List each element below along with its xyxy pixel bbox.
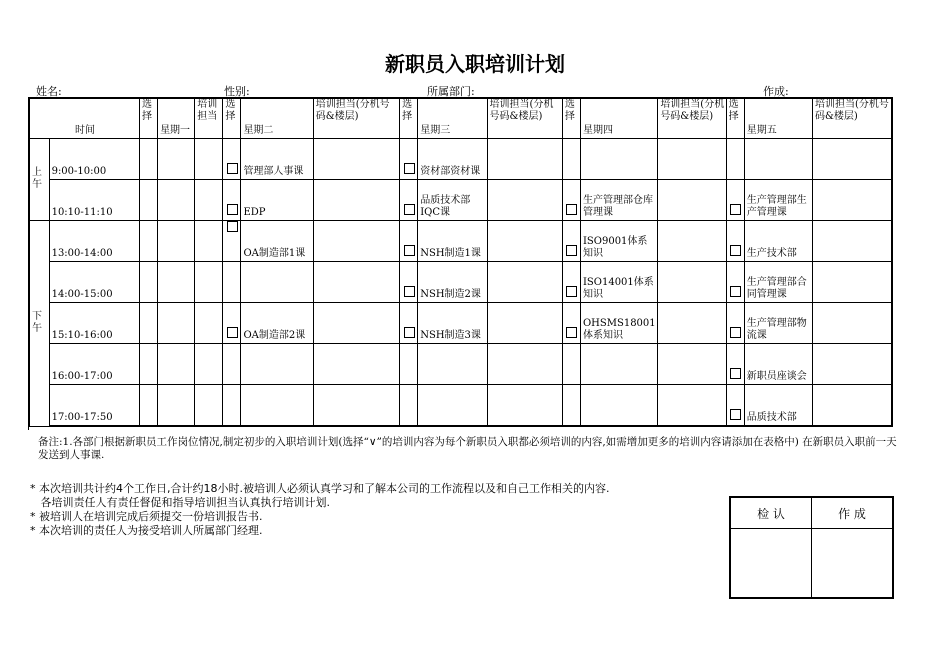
time-cell: 15:10-16:00 [49, 303, 139, 344]
period-pm: 下午 [29, 221, 49, 427]
tuesday-cell [241, 262, 313, 303]
checkbox[interactable] [730, 409, 741, 420]
instruction-item: * 本次培训的责任人为接受培训人所属部门经理. [30, 524, 263, 537]
author-label: 作成: [763, 85, 789, 98]
friday-header: 星期五 [744, 98, 812, 139]
friday-cell: 生产管理部物流课 [744, 303, 812, 344]
friday-cell: 品质技术部 [744, 385, 812, 427]
select-header: 选择 [562, 98, 580, 139]
check-header: 检 认 [730, 497, 812, 529]
thursday-cell: OHSMS18001体系知识 [580, 303, 657, 344]
period-am: 上午 [29, 139, 49, 221]
checkbox[interactable] [404, 204, 415, 215]
monday-header: 星期一 [158, 98, 195, 139]
time-cell: 17:00-17:50 [49, 385, 139, 427]
instruction-item: * 本次培训共计约4个工作日,合计约18小时.被培训人必须认真学习和了解本公司的工作流程以及和自己工作相关的内容. [30, 482, 610, 495]
tuesday-cell: EDP [241, 180, 313, 221]
checkbox[interactable] [404, 327, 415, 338]
table-row [29, 385, 892, 427]
table-row [29, 139, 892, 180]
thursday-cell: 生产管理部仓库管理课 [580, 180, 657, 221]
checkbox[interactable] [404, 245, 415, 256]
table-row [29, 344, 892, 385]
trainer-header: 培训担当(分机号码&楼层) [313, 98, 399, 139]
time-cell: 14:00-15:00 [49, 262, 139, 303]
monday-trainer-header: 培训担当 [195, 98, 223, 139]
checkbox[interactable] [566, 286, 577, 297]
tuesday-header: 星期二 [241, 98, 313, 139]
tuesday-cell: OA制造部1课 [241, 221, 313, 262]
thursday-cell: ISO14001体系知识 [580, 262, 657, 303]
remarks-note: 备注:1.各部门根据新职员工作岗位情况,制定初步的入职培训计划(选择“∨”的培训内容为每个新职员入职都必须培训的内容,如需增加更多的培训内容请添加在表格中) 在新职员入职前一天发送到人事课. [38, 436, 897, 461]
thursday-cell [580, 385, 657, 427]
friday-cell: 新职员座谈会 [744, 344, 812, 385]
checkbox[interactable] [730, 245, 741, 256]
select-header: 选择 [400, 98, 418, 139]
checkbox[interactable] [404, 163, 415, 174]
friday-cell: 生产管理部生产管理课 [744, 180, 812, 221]
tuesday-cell [241, 344, 313, 385]
table-row [29, 221, 892, 262]
gender-label: 性别: [224, 85, 250, 98]
schedule-table [28, 97, 893, 427]
dept-label: 所属部门: [427, 85, 475, 98]
wednesday-cell: NSH制造3课 [418, 303, 487, 344]
checkbox[interactable] [566, 204, 577, 215]
wednesday-cell: 资材部资材课 [418, 139, 487, 180]
time-cell: 9:00-10:00 [49, 139, 139, 180]
trainer-header: 培训担当(分机号码&楼层) [658, 98, 726, 139]
tuesday-cell: 管理部人事课 [241, 139, 313, 180]
checkbox[interactable] [730, 368, 741, 379]
wednesday-header: 星期三 [418, 98, 487, 139]
thursday-cell: ISO9001体系知识 [580, 221, 657, 262]
author-signature-box[interactable] [812, 529, 894, 599]
trainer-header: 培训担当(分机号码&楼层) [813, 98, 892, 139]
checkbox[interactable] [404, 286, 415, 297]
checkbox[interactable] [566, 327, 577, 338]
time-cell: 13:00-14:00 [49, 221, 139, 262]
select-header: 选择 [139, 98, 157, 139]
select-header: 选择 [726, 98, 744, 139]
wednesday-cell [418, 385, 487, 427]
thursday-cell [580, 139, 657, 180]
trainer-header: 培训担当(分机号码&楼层) [487, 98, 562, 139]
friday-cell: 生产管理部合同管理课 [744, 262, 812, 303]
instruction-item: * 被培训人在培训完成后须提交一份培训报告书. [30, 510, 263, 523]
friday-cell [744, 139, 812, 180]
wednesday-cell: NSH制造2课 [418, 262, 487, 303]
instruction-item: 各培训责任人有责任督促和指导培训担当认真执行培训计划. [30, 496, 330, 509]
thursday-header: 星期四 [580, 98, 657, 139]
time-cell: 16:00-17:00 [49, 344, 139, 385]
checkbox[interactable] [730, 327, 741, 338]
check-signature-box[interactable] [730, 529, 812, 599]
friday-cell: 生产技术部 [744, 221, 812, 262]
checkbox[interactable] [730, 286, 741, 297]
tuesday-cell: OA制造部2课 [241, 303, 313, 344]
approval-table [729, 496, 894, 599]
tuesday-cell [241, 385, 313, 427]
time-cell: 10:10-11:10 [49, 180, 139, 221]
table-row [29, 180, 892, 221]
instructions-list [30, 482, 609, 538]
wednesday-cell [418, 344, 487, 385]
table-row [29, 303, 892, 344]
select-header: 选择 [223, 98, 241, 139]
checkbox[interactable] [566, 245, 577, 256]
checkbox[interactable] [227, 163, 238, 174]
checkbox[interactable] [227, 204, 238, 215]
name-label: 姓名: [36, 85, 62, 98]
page-title: 新职员入职培训计划 [385, 52, 565, 76]
divider [28, 418, 29, 430]
thursday-cell [580, 344, 657, 385]
header-row [29, 98, 892, 139]
author-header: 作 成 [812, 497, 894, 529]
wednesday-cell: 品质技术部IQC课 [418, 180, 487, 221]
checkbox[interactable] [227, 327, 238, 338]
wednesday-cell: NSH制造1课 [418, 221, 487, 262]
checkbox[interactable] [730, 204, 741, 215]
table-row [29, 262, 892, 303]
checkbox[interactable] [227, 221, 238, 232]
time-header: 时间 [29, 98, 139, 139]
